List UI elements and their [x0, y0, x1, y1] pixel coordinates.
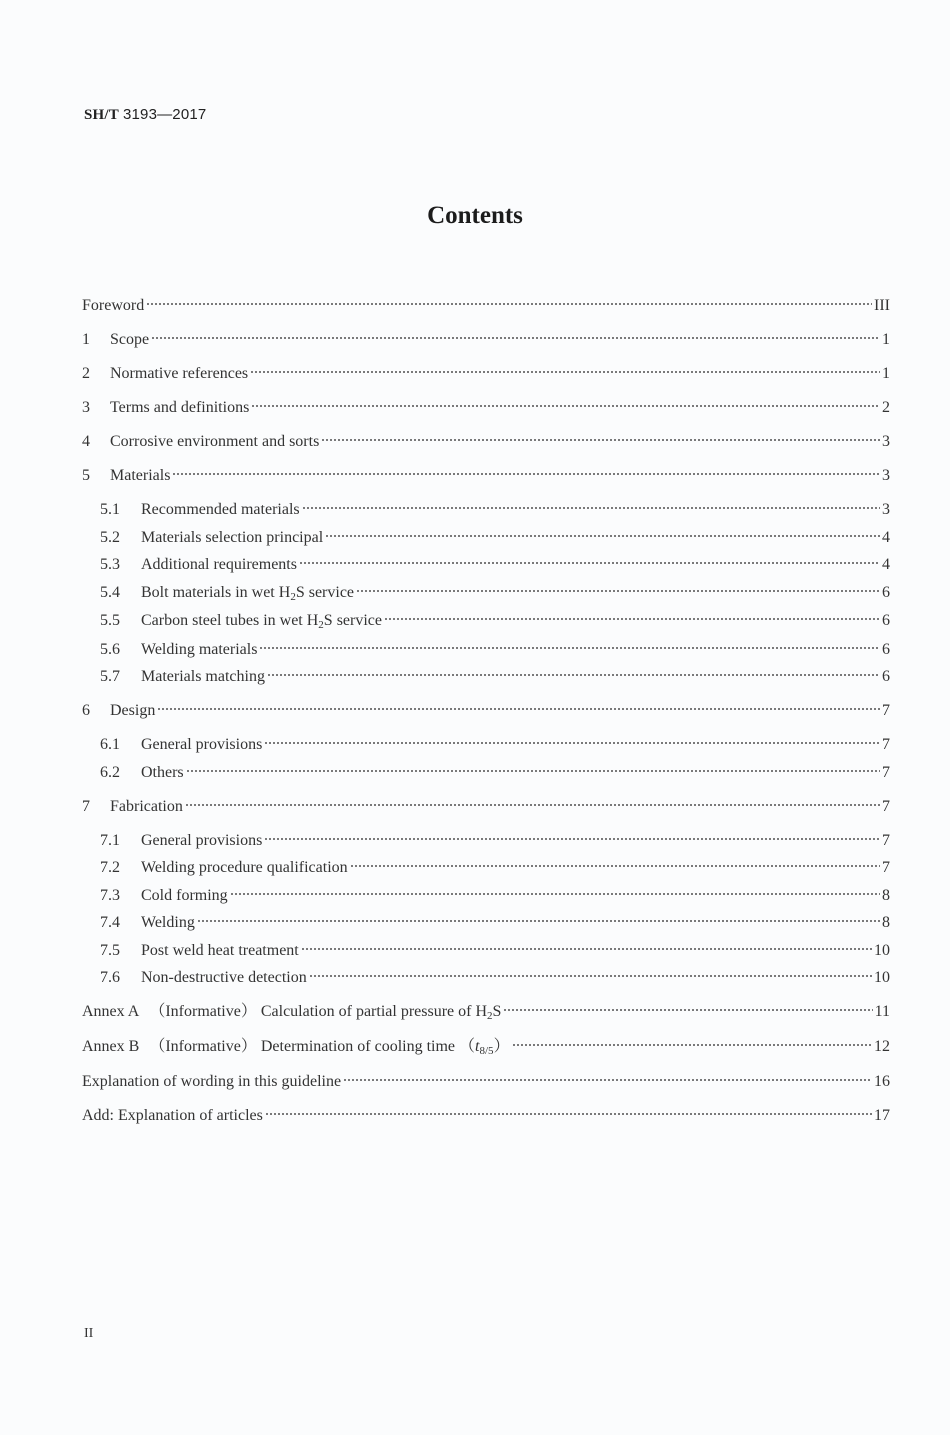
toc-number: 7 [82, 797, 90, 815]
leader-dots [259, 646, 880, 650]
toc-entry-5-1[interactable] [82, 500, 890, 520]
toc-entry-3[interactable] [82, 398, 890, 418]
leader-dots [264, 837, 880, 841]
annex-type: （Informative） [149, 1003, 257, 1020]
toc-entry-6-2[interactable] [82, 763, 890, 783]
leader-dots [356, 589, 880, 593]
toc-number: 5.7 [100, 668, 120, 685]
toc-page: 3 [882, 501, 890, 518]
toc-page: 6 [882, 640, 890, 658]
toc-number: 5.5 [100, 612, 120, 629]
toc-page: 1 [882, 331, 890, 348]
toc-label: Materials [110, 467, 171, 484]
toc-label: Explanation of wording in this guideline [82, 1073, 342, 1090]
toc-number: 3 [82, 399, 90, 416]
toc-number: 5.3 [100, 556, 120, 573]
toc-page: 4 [882, 528, 890, 546]
toc-entry-5-6[interactable] [82, 640, 890, 660]
leader-dots [343, 1078, 872, 1082]
standard-code [84, 106, 206, 124]
leader-dots [299, 561, 880, 565]
toc-number: 7.3 [100, 886, 120, 904]
toc-number: 5.4 [100, 583, 120, 601]
leader-dots [146, 302, 872, 306]
leader-dots [186, 769, 880, 773]
toc-entry-annex-b[interactable] [82, 1037, 890, 1058]
toc-page: III [874, 297, 890, 314]
standard-number: 3193—2017 [122, 106, 207, 123]
toc-entry-5-5[interactable] [82, 611, 890, 632]
leader-dots [350, 864, 880, 868]
toc-label: Add: Explanation of articles [82, 1107, 263, 1124]
toc-label: Recommended materials [141, 501, 300, 518]
toc-label: Others [141, 763, 184, 781]
annex-title: Calculation of partial pressure of H2S [260, 1003, 502, 1022]
table-of-contents [82, 296, 890, 1126]
toc-page: 10 [874, 969, 890, 986]
leader-dots [512, 1043, 872, 1047]
toc-number: 7.1 [100, 831, 120, 849]
toc-label: Carbon steel tubes in wet H2S service [141, 612, 382, 631]
toc-number: 6.1 [100, 736, 120, 753]
toc-entry-7-1[interactable] [82, 831, 890, 851]
toc-page: 11 [874, 1003, 890, 1020]
toc-label: Post weld heat treatment [141, 941, 299, 959]
annex-type: （Informative） [149, 1038, 257, 1055]
leader-dots [325, 534, 880, 538]
toc-label: Foreword [82, 297, 145, 314]
toc-number: 2 [82, 365, 90, 382]
toc-entry-5-3[interactable] [82, 555, 890, 575]
toc-number: 6.2 [100, 763, 120, 781]
toc-page: 8 [882, 886, 890, 904]
toc-label: Welding [141, 914, 195, 931]
toc-entry-foreword[interactable] [82, 296, 890, 316]
leader-dots [302, 506, 880, 510]
toc-number: 6 [82, 702, 90, 719]
toc-number: 7.2 [100, 859, 120, 876]
leader-dots [384, 617, 880, 621]
toc-number: 7.4 [100, 914, 120, 931]
toc-label: Normative references [110, 365, 249, 382]
toc-entry-5-4[interactable] [82, 583, 890, 604]
toc-entry-7[interactable] [82, 797, 890, 817]
toc-page: 2 [882, 399, 890, 416]
page-number: II [84, 1326, 94, 1341]
leader-dots [309, 974, 872, 978]
annex-name: Annex B [82, 1038, 140, 1055]
toc-page: 6 [882, 668, 890, 685]
toc-number: 5.6 [100, 640, 120, 658]
toc-page: 1 [882, 365, 890, 382]
toc-page: 7 [882, 702, 890, 719]
toc-entry-7-3[interactable] [82, 886, 890, 906]
toc-page: 7 [882, 859, 890, 876]
toc-entry-wording[interactable] [82, 1072, 890, 1092]
toc-label: General provisions [141, 736, 263, 753]
toc-page: 8 [882, 914, 890, 931]
toc-entry-annex-a[interactable] [82, 1002, 890, 1023]
toc-label: Non-destructive detection [141, 969, 307, 986]
toc-label [82, 1037, 510, 1058]
leader-dots [251, 404, 880, 408]
toc-page: 3 [882, 467, 890, 484]
standard-prefix: SH/T [84, 107, 119, 123]
leader-dots [172, 472, 880, 476]
leader-dots [157, 707, 880, 711]
toc-page: 7 [882, 763, 890, 781]
toc-entry-7-6[interactable] [82, 968, 890, 988]
annex-title: Determination of cooling time （t8/5） [260, 1038, 510, 1057]
leader-dots [265, 1112, 872, 1116]
toc-label: Welding procedure qualification [141, 859, 348, 876]
toc-entry-7-2[interactable] [82, 858, 890, 878]
toc-entry-5-7[interactable] [82, 667, 890, 687]
leader-dots [503, 1008, 872, 1012]
toc-page: 6 [882, 583, 890, 601]
leader-dots [230, 892, 880, 896]
toc-page: 3 [882, 433, 890, 450]
toc-page: 4 [882, 556, 890, 573]
toc-label: Additional requirements [141, 556, 297, 573]
toc-number: 1 [82, 331, 90, 348]
toc-label: Bolt materials in wet H2S service [141, 583, 355, 603]
toc-page: 6 [882, 612, 890, 629]
toc-entry-7-4[interactable] [82, 913, 890, 933]
toc-label [82, 1002, 501, 1023]
toc-entry-1[interactable] [82, 330, 890, 350]
toc-number: 5.1 [100, 501, 120, 518]
toc-number: 5 [82, 467, 90, 484]
toc-entry-7-5[interactable] [82, 941, 890, 961]
toc-entry-2[interactable] [82, 364, 890, 384]
toc-page: 7 [882, 736, 890, 753]
toc-label: Corrosive environment and sorts [110, 433, 320, 450]
toc-entry-6[interactable] [82, 701, 890, 721]
toc-label: General provisions [141, 831, 263, 849]
leader-dots [267, 673, 880, 677]
toc-number: 7.6 [100, 969, 120, 986]
toc-page: 7 [882, 797, 890, 815]
toc-label: Fabrication [110, 797, 183, 815]
toc-label: Materials selection principal [141, 528, 324, 546]
toc-entry-articles[interactable] [82, 1106, 890, 1126]
leader-dots [185, 803, 880, 807]
toc-label: Materials matching [141, 668, 265, 685]
page-title: Contents [427, 202, 523, 229]
toc-page: 10 [874, 941, 890, 959]
toc-entry-5[interactable] [82, 466, 890, 486]
toc-page: 16 [874, 1073, 890, 1090]
leader-dots [151, 336, 880, 340]
toc-label: Terms and definitions [110, 399, 250, 416]
toc-number: 5.2 [100, 528, 120, 546]
leader-dots [301, 947, 872, 951]
toc-page: 17 [874, 1107, 890, 1124]
toc-page: 7 [882, 831, 890, 849]
leader-dots [197, 919, 880, 923]
toc-entry-5-2[interactable] [82, 528, 890, 548]
leader-dots [250, 370, 880, 374]
toc-label: Design [110, 702, 156, 719]
toc-number: 7.5 [100, 941, 120, 959]
toc-label: Scope [110, 331, 150, 348]
toc-page: 12 [874, 1038, 890, 1055]
toc-number: 4 [82, 433, 90, 450]
toc-label: Welding materials [141, 640, 258, 658]
leader-dots [321, 438, 880, 442]
toc-label: Cold forming [141, 886, 228, 904]
leader-dots [264, 741, 880, 745]
annex-name: Annex A [82, 1003, 140, 1020]
toc-entry-6-1[interactable] [82, 735, 890, 755]
toc-entry-4[interactable] [82, 432, 890, 452]
